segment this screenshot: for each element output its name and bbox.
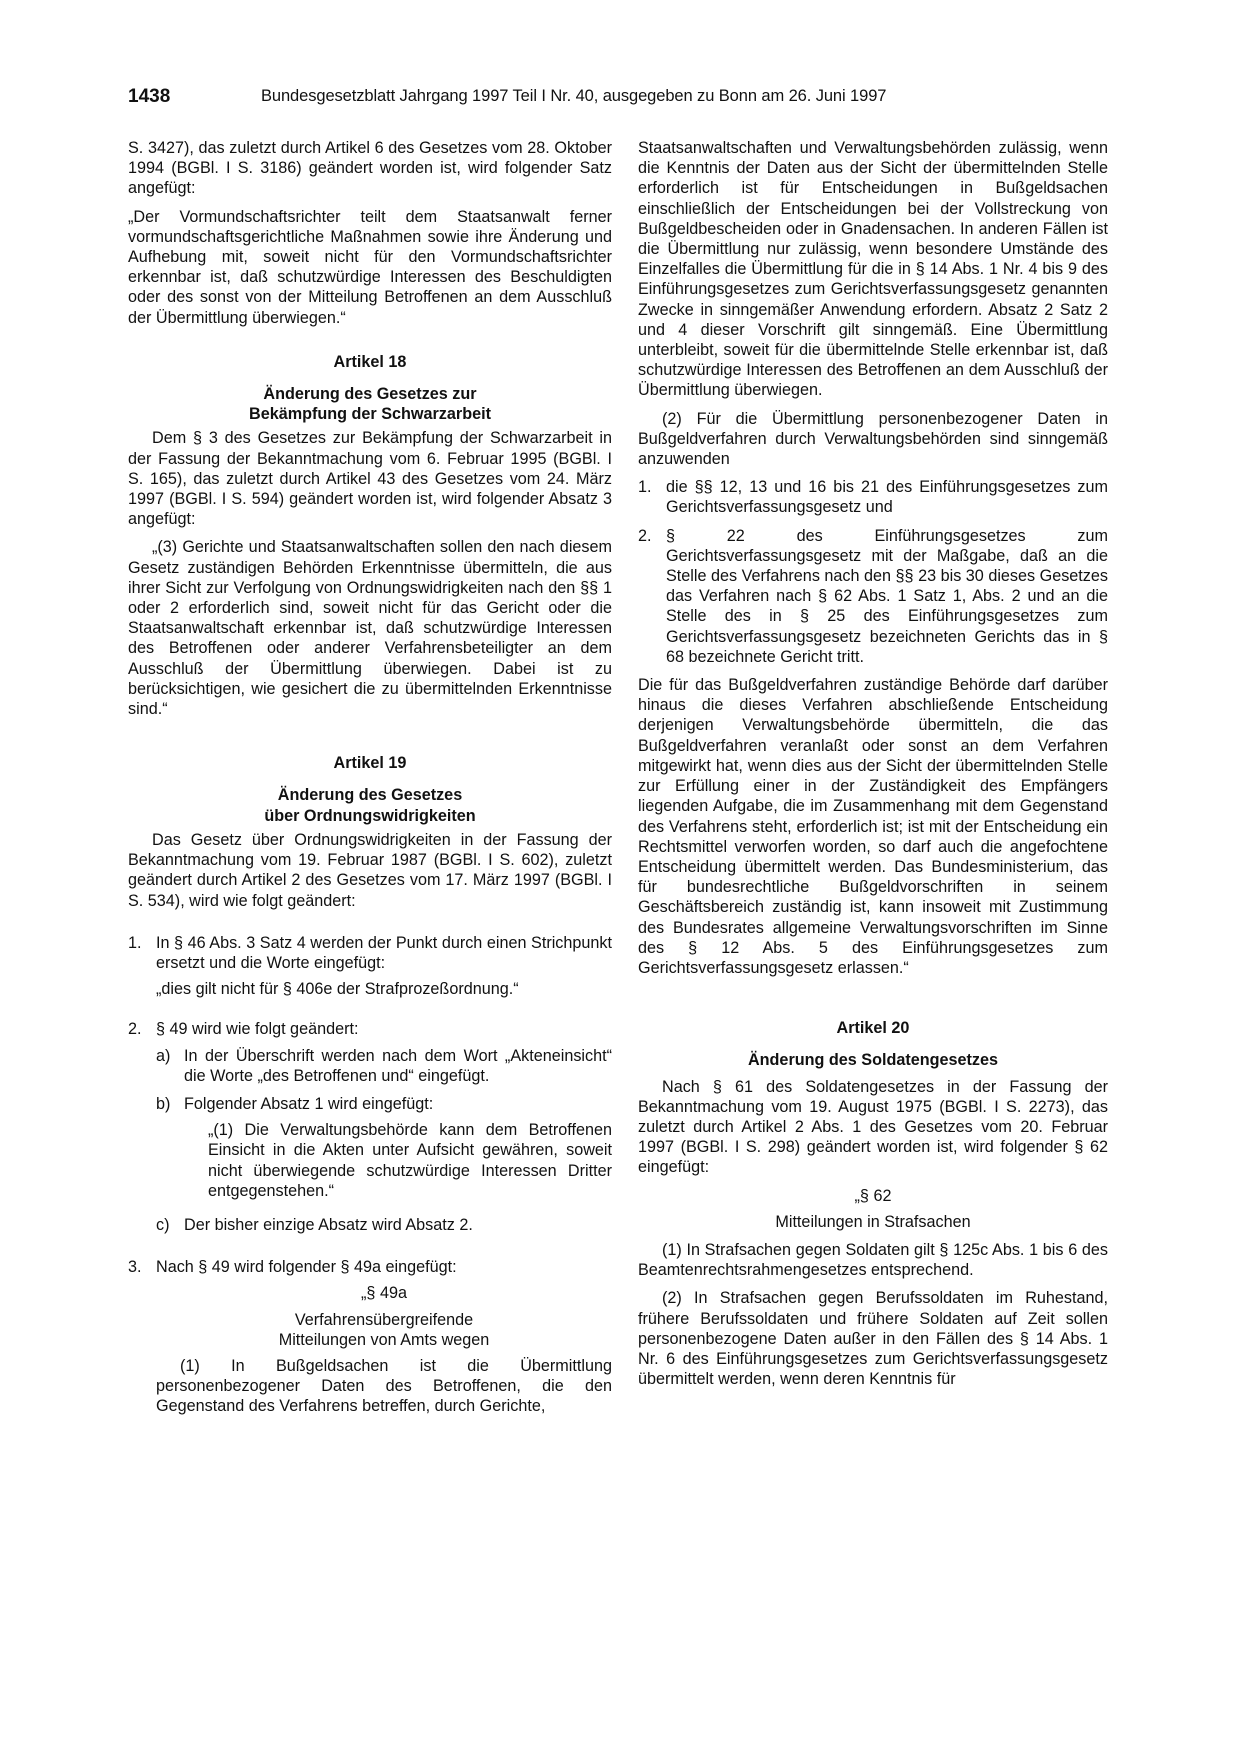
list-item	[638, 477, 1108, 517]
item-text: § 22 des Einführungsgesetzes zum Gerichtsverfassungsgesetz mit der Maßgabe, daß an die Stelle des Verfahrens nach den §§ 23 bis 30 dieses Gesetzes das Verfahren nach § 62 Abs. 1 Satz 1, Abs. 2 und an die Stelle des in § 25 des Einführungsgesetzes zum Gerichtsverfassungsgesetz bezeichneten Gerichts das in § 68 bezeichnete Gericht tritt.	[666, 526, 1108, 666]
section-number: „§ 49a	[361, 1284, 407, 1303]
item-number: 2.	[638, 526, 652, 545]
list-item	[128, 933, 612, 1006]
item-quote: „dies gilt nicht für § 406e der Strafprozeßordnung.“	[156, 980, 519, 999]
item-text: die §§ 12, 13 und 16 bis 21 des Einführungsgesetzes zum Gerichtsverfassungsgesetz und	[666, 478, 1108, 517]
paragraph: (2) In Strafsachen gegen Berufssoldaten im Ruhestand, frühere Berufssoldaten und frühere Soldaten auf Zeit sollen personenbezogene Daten außer in den Fällen des § 14 Abs. 1 Nr. 6 des Einführungsgesetzes zum Gerichtsverfassungsgesetz übermittelt werden, wenn deren Kenntnis für	[638, 1289, 1108, 1389]
sub-item-text: In der Überschrift werden nach dem Wort „Akteneinsicht“ die Worte „des Betroffenen und“ eingefügt.	[184, 1046, 612, 1085]
page-header	[128, 86, 1108, 110]
page-number: 1438	[128, 86, 171, 107]
section-title-line: Mitteilungen von Amts wegen	[278, 1330, 490, 1349]
sub-item-quote: „(1) Die Verwaltungsbehörde kann dem Betroffenen Einsicht in die Akten unter Aufsicht gewähren, soweit nicht überwiegende schutzwürdige Interessen Dritter entgegenstehen.“	[208, 1121, 612, 1200]
section-paragraph: (1) In Bußgeldsachen ist die Übermittlung personenbezogener Daten des Betroffenen, die den Gegenstand des Verfahrens betreffen, durch Gerichte,	[156, 1356, 612, 1416]
paragraph: (2) Für die Übermittlung personenbezogener Daten in Bußgeldverfahren durch Verwaltungsbehörden sind sinngemäß anzuwenden	[638, 409, 1108, 469]
item-number: 1.	[638, 478, 652, 497]
article-19-heading	[128, 785, 612, 825]
list-item	[128, 1257, 612, 1416]
list-item	[128, 1019, 612, 1243]
heading-line: Bekämpfung der Schwarzarbeit	[249, 405, 491, 424]
paragraph: Das Gesetz über Ordnungswidrigkeiten in der Fassung der Bekanntmachung vom 19. Februar 1987 (BGBl. I S. 602), zuletzt geändert durch Artikel 2 des Gesetzes vom 17. März 1997 (BGBl. I S. 534), wird wie folgt geändert:	[128, 830, 612, 910]
item-number: 3.	[128, 1258, 142, 1277]
heading-line: Änderung des Gesetzes zur	[263, 385, 477, 404]
sub-item-text: Der bisher einzige Absatz wird Absatz 2.	[184, 1215, 473, 1234]
item-text: Nach § 49 wird folgender § 49a eingefügt:	[156, 1258, 457, 1277]
sub-item-letter: c)	[156, 1215, 170, 1234]
paragraph: S. 3427), das zuletzt durch Artikel 6 des Gesetzes vom 28. Oktober 1994 (BGBl. I S. 3186) geändert worden ist, wird folgender Satz angefügt:	[128, 139, 612, 198]
item-number: 2.	[128, 1020, 142, 1039]
article-18-heading	[128, 384, 612, 424]
heading-line: über Ordnungswidrigkeiten	[264, 806, 476, 825]
paragraph: Dem § 3 des Gesetzes zur Bekämpfung der Schwarzarbeit in der Fassung der Bekanntmachung vom 6. Februar 1995 (BGBl. I S. 165), das zuletzt durch Artikel 43 des Gesetzes vom 24. März 1997 (BGBl. I S. 594) geändert worden ist, wird folgender Absatz 3 angefügt:	[128, 429, 612, 529]
sub-item	[156, 1046, 612, 1086]
quoted-sentence: „Der Vormundschaftsrichter teilt dem Staatsanwalt ferner vormundschaftsgerichtliche Maßnahmen sowie ihre Änderung und Aufhebung mit, soweit nicht für den Vormundschaftsrichter erkennbar ist, daß schutzwürdige Interessen des Beschuldigten oder des sonst von der Mitteilung Betroffenen an dem Ausschluß der Übermittlung überwiegen.“	[128, 207, 612, 327]
article-18-title: Artikel 18	[333, 352, 407, 371]
article-20-title: Artikel 20	[836, 1019, 910, 1038]
article-20-heading: Änderung des Soldatengesetzes	[747, 1051, 999, 1070]
article-19-title: Artikel 19	[333, 754, 407, 773]
sub-item-text: Folgender Absatz 1 wird eingefügt:	[184, 1094, 434, 1113]
sub-item	[156, 1094, 612, 1207]
paragraph: Staatsanwaltschaften und Verwaltungsbehörden zulässig, wenn die Kenntnis der Daten aus der Sicht der übermittelnden Stelle erforderlich ist für Entscheidungen in Bußgeldsachen einschließlich der Entscheidungen bei der Vollstreckung von Bußgeldbescheiden oder in Gnadensachen. In anderen Fällen ist die Übermittlung nur zulässig, wenn besondere Umstände des Einzelfalles die Übermittlung für die in § 14 Abs. 1 Nr. 4 bis 9 des Einführungsgesetzes zum Gerichtsverfassungsgesetz genannten Zwecke in sinngemäßer Anwendung erfordern. Absatz 2 Satz 2 und 4 dieser Vorschrift gilt sinngemäß. Eine Übermittlung unterbleibt, soweit für die übermittelnde Stelle erkennbar ist, daß schutzwürdige Interessen des Betroffenen an dem Ausschluß der Übermittlung überwiegen.	[638, 139, 1108, 400]
item-text: In § 46 Abs. 3 Satz 4 werden der Punkt durch einen Strichpunkt ersetzt und die Worte eingefügt:	[156, 933, 612, 972]
sub-item-letter: a)	[156, 1046, 171, 1065]
running-head: Bundesgesetzblatt Jahrgang 1997 Teil I Nr. 40, ausgegeben zu Bonn am 26. Juni 1997	[261, 87, 887, 105]
paragraph: Die für das Bußgeldverfahren zuständige Behörde darf darüber hinaus die dieses Verfahren abschließende Entscheidung derjenigen Verwaltungsbehörde übermitteln, die das Bußgeldverfahren veranlaßt oder sonst an dem Verfahren mitgewirkt hat, wenn dies aus der Sicht der übermittelnden Stelle zur Erfüllung einer in der Zuständigkeit des Empfängers liegenden Aufgabe, die im Zusammenhang mit dem Gegenstand des Verfahrens steht, erforderlich ist; ist mit der Entscheidung ein Rechtsmittel verworfen worden, so darf auch die angefochtene Entscheidung übermittelt werden. Das Bundesministerium, das für bundesrechtliche Bußgeldvorschriften in seinem Geschäftsbereich zuständig ist, kann insoweit mit Zustimmung des Bundesrates allgemeine Verwaltungsvorschriften im Sinne des § 12 Abs. 5 des Einführungsgesetzes zum Gerichtsverfassungsgesetz erlassen.“	[638, 676, 1108, 977]
sub-item-letter: b)	[156, 1094, 171, 1113]
left-column	[128, 138, 612, 1431]
section-number: „§ 62	[854, 1186, 892, 1205]
paragraph: (1) In Strafsachen gegen Soldaten gilt § 125c Abs. 1 bis 6 des Beamtenrechtsrahmengesetzes entsprechend.	[638, 1240, 1108, 1280]
right-column	[638, 138, 1108, 1397]
item-number: 1.	[128, 933, 142, 952]
item-text: § 49 wird wie folgt geändert:	[156, 1020, 359, 1039]
heading-line: Änderung des Gesetzes	[277, 786, 463, 805]
section-title: Mitteilungen in Strafsachen	[775, 1212, 971, 1231]
sub-item	[156, 1215, 612, 1235]
list-item	[638, 526, 1108, 667]
section-title-line: Verfahrensübergreifende	[294, 1310, 474, 1329]
paragraph: Nach § 61 des Soldatengesetzes in der Fassung der Bekanntmachung vom 19. August 1975 (BGBl. I S. 2273), das zuletzt durch Artikel 2 Abs. 1 des Gesetzes vom 20. Februar 1997 (BGBl. I S. 298) geändert worden ist, wird folgender § 62 eingefügt:	[638, 1077, 1108, 1177]
quoted-paragraph: „(3) Gerichte und Staatsanwaltschaften sollen den nach diesem Gesetz zuständigen Behörden Erkenntnisse übermitteln, die aus ihrer Sicht zur Verfolgung von Ordnungswidrigkeiten nach den §§ 1 oder 2 erforderlich sind, soweit nicht für das Gericht oder die Staatsanwaltschaft erkennbar ist, daß schutzwürdige Interessen des Betroffenen oder anderer Verfahrensbeteiligter an dem Ausschluß der Übermittlung überwiegen. Dabei ist zu berücksichtigen, wie gesichert die zu übermittelnden Erkenntnisse sind.“	[128, 538, 612, 719]
